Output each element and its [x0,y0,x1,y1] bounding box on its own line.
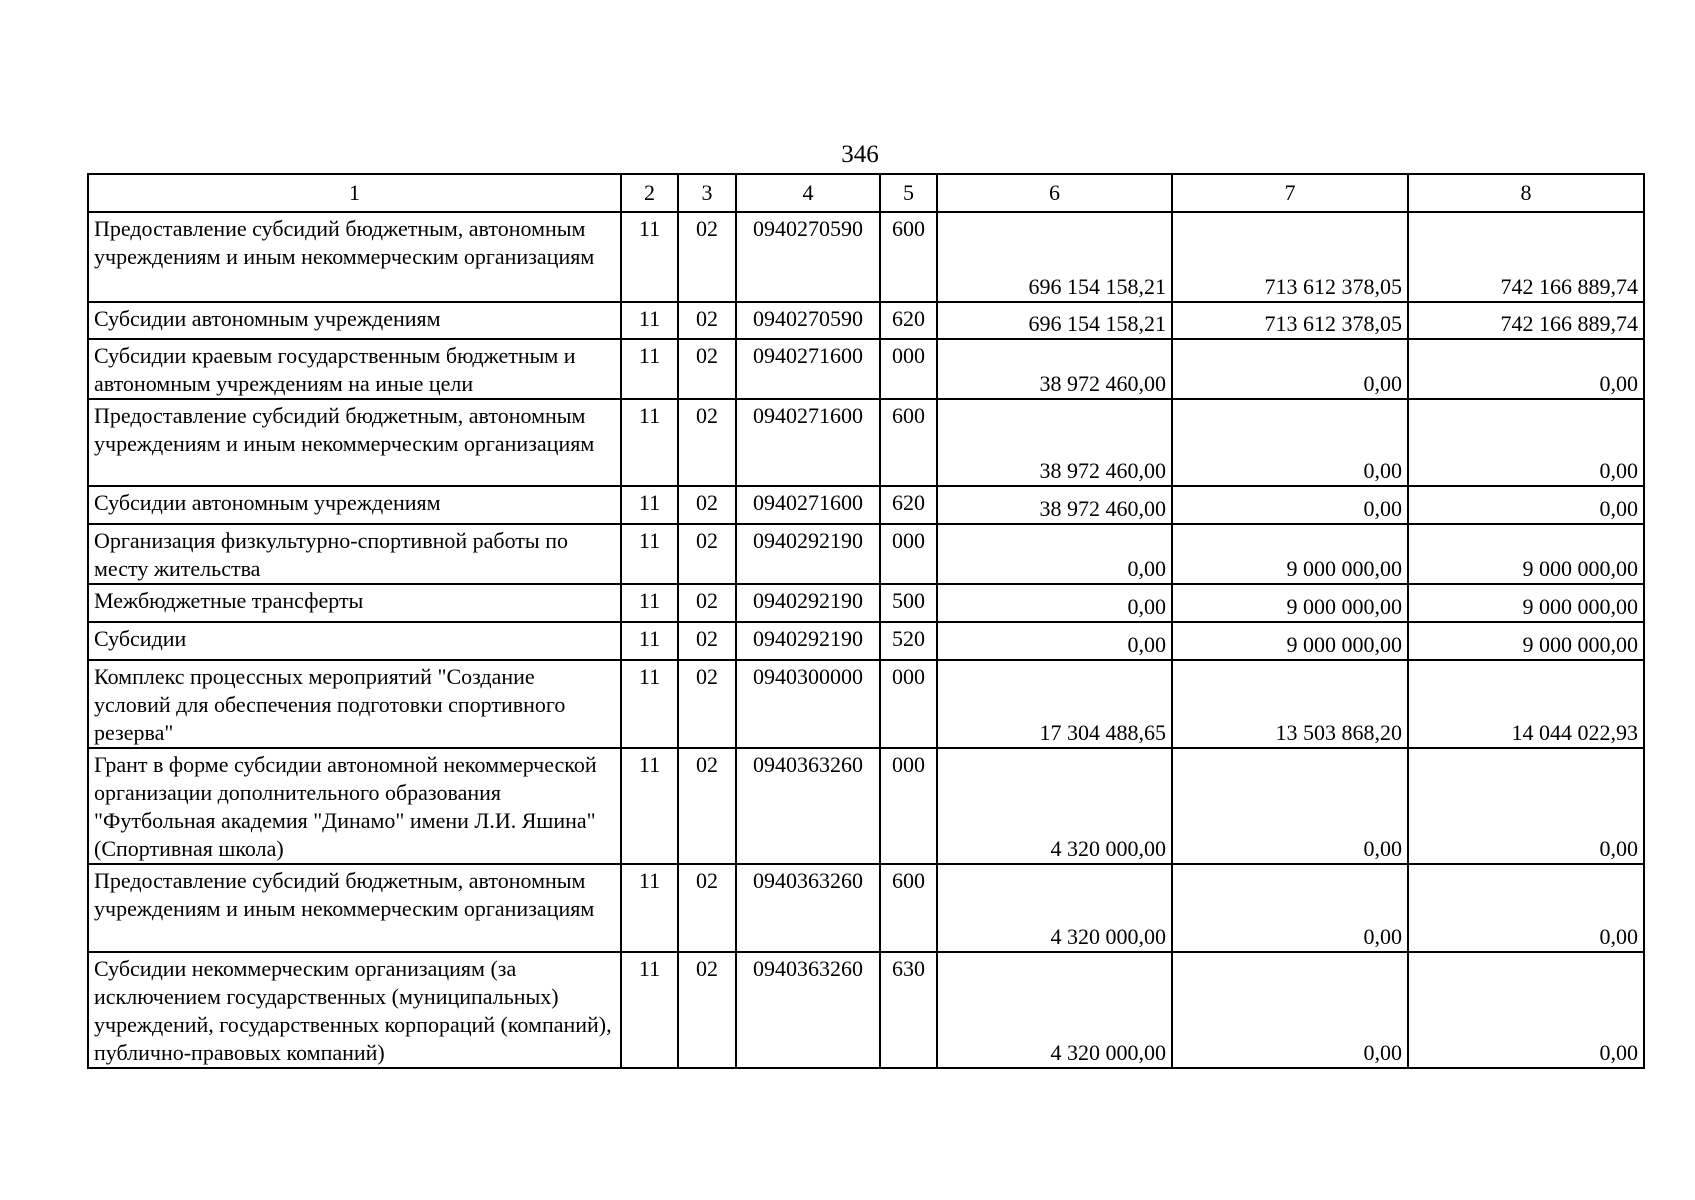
budget-table [87,173,1645,1069]
amount-col-8: 0,00 [1408,748,1644,864]
row-name: Субсидии автономным учреждениям [88,302,621,339]
amount-col-7: 9 000 000,00 [1172,584,1408,622]
table-row [88,302,1644,339]
table-row [88,399,1644,486]
row-name: Предоставление субсидий бюджетным, автономным учреждениям и иным некоммерческим организациям [88,864,621,952]
subsection-code: 02 [678,584,736,622]
target-code: 0940292190 [736,622,880,660]
table-row [88,584,1644,622]
subsection-code: 02 [678,622,736,660]
column-header: 4 [736,174,880,212]
expense-type-code: 630 [880,952,937,1068]
page-number: 346 [841,141,879,168]
subsection-code: 02 [678,952,736,1068]
amount-col-8: 9 000 000,00 [1408,584,1644,622]
target-code: 0940271600 [736,339,880,399]
target-code: 0940363260 [736,748,880,864]
row-name: Межбюджетные трансферты [88,584,621,622]
row-name: Предоставление субсидий бюджетным, автономным учреждениям и иным некоммерческим организациям [88,212,621,302]
subsection-code: 02 [678,748,736,864]
row-name: Грант в форме субсидии автономной некоммерческой организации дополнительного образования "Футбольная академия "Динамо" имени Л.И. Яшина" (Спортивная школа) [88,748,621,864]
table-row [88,339,1644,399]
subsection-code: 02 [678,212,736,302]
row-name: Комплекс процессных мероприятий "Создание условий для обеспечения подготовки спортивного резерва" [88,660,621,748]
target-code: 0940270590 [736,302,880,339]
amount-col-6: 0,00 [937,622,1172,660]
column-header: 6 [937,174,1172,212]
expense-type-code: 000 [880,660,937,748]
amount-col-6: 38 972 460,00 [937,486,1172,524]
expense-type-code: 000 [880,748,937,864]
section-code: 11 [621,399,678,486]
section-code: 11 [621,748,678,864]
amount-col-8: 0,00 [1408,864,1644,952]
section-code: 11 [621,622,678,660]
expense-type-code: 600 [880,864,937,952]
subsection-code: 02 [678,339,736,399]
table-row [88,622,1644,660]
amount-col-8: 742 166 889,74 [1408,302,1644,339]
amount-col-6: 17 304 488,65 [937,660,1172,748]
section-code: 11 [621,864,678,952]
row-name: Субсидии некоммерческим организациям (за исключением государственных (муниципальных) учреждений, государственных корпораций (компаний), публично-правовых компаний) [88,952,621,1068]
amount-col-8: 9 000 000,00 [1408,622,1644,660]
amount-col-7: 9 000 000,00 [1172,524,1408,584]
table-row [88,748,1644,864]
table-row [88,486,1644,524]
amount-col-6: 4 320 000,00 [937,864,1172,952]
amount-col-7: 9 000 000,00 [1172,622,1408,660]
subsection-code: 02 [678,864,736,952]
section-code: 11 [621,486,678,524]
target-code: 0940270590 [736,212,880,302]
table-row [88,864,1644,952]
amount-col-7: 0,00 [1172,952,1408,1068]
amount-col-8: 9 000 000,00 [1408,524,1644,584]
target-code: 0940363260 [736,952,880,1068]
amount-col-7: 0,00 [1172,748,1408,864]
row-name: Субсидии краевым государственным бюджетным и автономным учреждениям на иные цели [88,339,621,399]
expense-type-code: 000 [880,524,937,584]
expense-type-code: 600 [880,212,937,302]
table-row [88,660,1644,748]
section-code: 11 [621,339,678,399]
amount-col-7: 713 612 378,05 [1172,302,1408,339]
table-row [88,212,1644,302]
column-number-row [88,174,1644,212]
row-name: Предоставление субсидий бюджетным, автономным учреждениям и иным некоммерческим организациям [88,399,621,486]
subsection-code: 02 [678,660,736,748]
section-code: 11 [621,952,678,1068]
amount-col-6: 0,00 [937,524,1172,584]
amount-col-7: 0,00 [1172,339,1408,399]
amount-col-6: 38 972 460,00 [937,399,1172,486]
expense-type-code: 000 [880,339,937,399]
table-row [88,524,1644,584]
amount-col-6: 696 154 158,21 [937,212,1172,302]
amount-col-7: 0,00 [1172,486,1408,524]
amount-col-6: 4 320 000,00 [937,748,1172,864]
amount-col-6: 0,00 [937,584,1172,622]
column-header: 2 [621,174,678,212]
amount-col-7: 13 503 868,20 [1172,660,1408,748]
amount-col-7: 0,00 [1172,399,1408,486]
subsection-code: 02 [678,524,736,584]
target-code: 0940292190 [736,524,880,584]
section-code: 11 [621,302,678,339]
amount-col-8: 0,00 [1408,399,1644,486]
row-name: Субсидии автономным учреждениям [88,486,621,524]
target-code: 0940363260 [736,864,880,952]
subsection-code: 02 [678,302,736,339]
column-header: 7 [1172,174,1408,212]
column-header: 8 [1408,174,1644,212]
target-code: 0940271600 [736,486,880,524]
section-code: 11 [621,660,678,748]
target-code: 0940271600 [736,399,880,486]
target-code: 0940300000 [736,660,880,748]
amount-col-8: 14 044 022,93 [1408,660,1644,748]
amount-col-8: 742 166 889,74 [1408,212,1644,302]
amount-col-8: 0,00 [1408,486,1644,524]
section-code: 11 [621,212,678,302]
section-code: 11 [621,584,678,622]
amount-col-6: 696 154 158,21 [937,302,1172,339]
target-code: 0940292190 [736,584,880,622]
section-code: 11 [621,524,678,584]
expense-type-code: 620 [880,302,937,339]
column-header: 1 [88,174,621,212]
amount-col-8: 0,00 [1408,339,1644,399]
subsection-code: 02 [678,486,736,524]
column-header: 5 [880,174,937,212]
amount-col-6: 4 320 000,00 [937,952,1172,1068]
expense-type-code: 500 [880,584,937,622]
subsection-code: 02 [678,399,736,486]
amount-col-6: 38 972 460,00 [937,339,1172,399]
amount-col-7: 0,00 [1172,864,1408,952]
expense-type-code: 620 [880,486,937,524]
expense-type-code: 600 [880,399,937,486]
amount-col-7: 713 612 378,05 [1172,212,1408,302]
expense-type-code: 520 [880,622,937,660]
amount-col-8: 0,00 [1408,952,1644,1068]
table-row [88,952,1644,1068]
row-name: Субсидии [88,622,621,660]
row-name: Организация физкультурно-спортивной работы по месту жительства [88,524,621,584]
column-header: 3 [678,174,736,212]
